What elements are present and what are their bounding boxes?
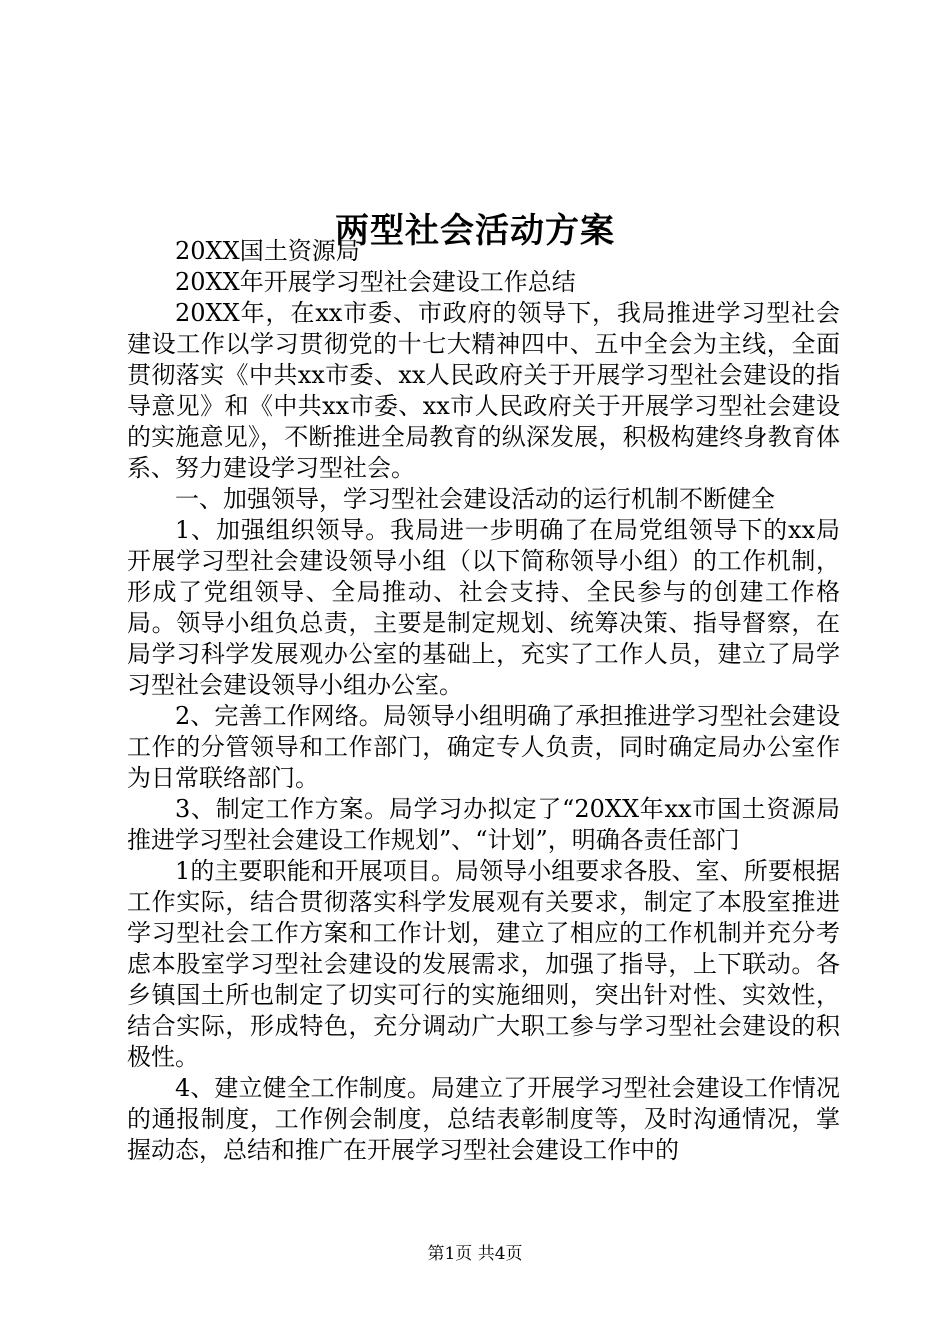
paragraph-item-3: 3、制定工作方案。局学习办拟定了“20XX年xx市国土资源局推进学习型社会建设工作规划”、“计划”，明确各责任部门 bbox=[127, 795, 840, 854]
paragraph-intro: 20XX年，在xx市委、市政府的领导下，我局推进学习型社会建设工作以学习贯彻党的十七大精神四中、五中全会为主线，全面贯彻落实《中共xx市委、xx人民政府关于开展学习型社会建设的指导意见》和《中共xx市委、xx市人民政府关于开展学习型社会建设的实施意见》，不断推进全局教育的纵深发展，积极构建终身教育体系、努力建设学习型社会。 bbox=[127, 299, 840, 482]
section-heading-1: 一、加强领导，学习型社会建设活动的运行机制不断健全 bbox=[175, 485, 775, 513]
paragraph-item-4: 4、建立健全工作制度。局建立了开展学习型社会建设工作情况的通报制度，工作例会制度，总结表彰制度等，及时沟通情况，掌握动态，总结和推广在开展学习型社会建设工作中的 bbox=[127, 1074, 840, 1164]
paragraph-item-3-continued: 1的主要职能和开展项目。局领导小组要求各股、室、所要根据工作实际，结合贯彻落实科学发展观有关要求，制定了本股室推进学习型社会工作方案和工作计划，建立了相应的工作机制并充分考虑本股室学习型社会建设的发展需求，加强了指导，上下联动。各乡镇国土所也制定了切实可行的实施细则，突出针对性、实效性，结合实际，形成特色，充分调动广大职工参与学习型社会建设的积极性。 bbox=[127, 857, 840, 1071]
page-number-footer: 第1页 共4页 bbox=[427, 1244, 523, 1264]
document-title: 两型社会活动方案 bbox=[335, 210, 615, 251]
paragraph-report-title: 20XX年开展学习型社会建设工作总结 bbox=[175, 268, 576, 296]
paragraph-item-2: 2、完善工作网络。局领导小组明确了承担推进学习型社会建设工作的分管领导和工作部门，确定专人负责，同时确定局办公室作为日常联络部门。 bbox=[127, 702, 840, 792]
paragraph-item-1: 1、加强组织领导。我局进一步明确了在局党组领导下的xx局开展学习型社会建设领导小组（以下简称领导小组）的工作机制，形成了党组领导、全局推动、社会支持、全民参与的创建工作格局。领导小组负总责，主要是制定规划、统筹决策、指导督察，在局学习科学发展观办公室的基础上，充实了工作人员，建立了局学习型社会建设领导小组办公室。 bbox=[127, 516, 840, 699]
document-body bbox=[127, 236, 840, 1166]
paragraph-organization: 20XX国土资源局 bbox=[175, 237, 360, 265]
